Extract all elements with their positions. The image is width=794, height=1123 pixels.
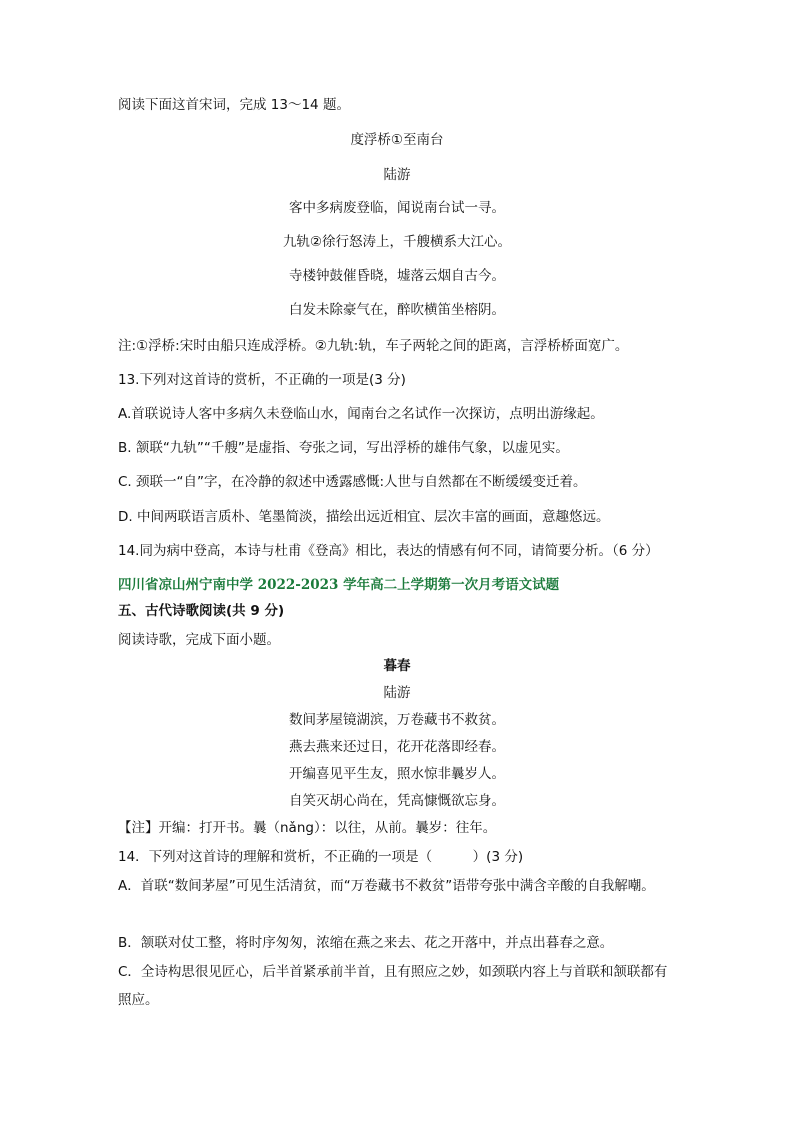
poem2-author: 陆游 bbox=[383, 685, 411, 701]
poem2-line-3: 开编喜见平生友，照水惊非曩岁人。 bbox=[289, 766, 505, 782]
question-14b: 14．下列对这首诗的理解和赏析，不正确的一项是（ ）(3 分) bbox=[118, 849, 524, 865]
q13-option-a: A.首联说诗人客中多病久未登临山水，闻南台之名试作一次探访，点明出游缘起。 bbox=[118, 406, 604, 422]
section-heading: 五、古代诗歌阅读(共 9 分) bbox=[118, 603, 285, 619]
q14b-option-a: A．首联“数间茅屋”可见生活清贫，而“万卷藏书不救贫”语带夸张中满含辛酸的自我解嘲。 bbox=[118, 878, 655, 894]
poem2-line-2: 燕去燕来还过日，花开花落即经春。 bbox=[289, 739, 505, 755]
q14b-option-c: C．全诗构思很见匠心，后半首紧承前半首，且有照应之妙，如颈联内容上与首联和颔联都有照应。 bbox=[118, 964, 668, 1008]
poem1-title: 度浮桥①至南台 bbox=[350, 132, 444, 148]
question-13: 13.下列对这首诗的赏析，不正确的一项是(3 分) bbox=[118, 372, 406, 388]
source-title: 四川省凉山州宁南中学 2022-2023 学年高二上学期第一次月考语文试题 bbox=[118, 577, 560, 593]
poem1-line-3: 寺楼钟鼓催昏晓，墟落云烟自古今。 bbox=[289, 268, 505, 284]
poem2-line-4: 自笑灭胡心尚在，凭高慷慨欲忘身。 bbox=[289, 793, 505, 809]
q13-option-c: C. 颈联一“自”字，在冷静的叙述中透露感慨:人世与自然都在不断缓缓变迁着。 bbox=[118, 474, 587, 490]
question-14: 14.同为病中登高，本诗与杜甫《登高》相比，表达的情感有何不同，请简要分析。（6 分） bbox=[118, 543, 659, 559]
poem2-title: 暮春 bbox=[383, 658, 411, 674]
poem1-line-2: 九轨②徐行怒涛上，千艘横系大江心。 bbox=[282, 234, 512, 250]
poem2-note: 【注】开编：打开书。曩（nǎng）：以往，从前。曩岁：往年。 bbox=[118, 820, 497, 836]
section1-intro: 阅读下面这首宋词，完成 13～14 题。 bbox=[118, 97, 350, 113]
q13-option-b: B. 颔联“九轨”“千艘”是虚指、夸张之词，写出浮桥的雄伟气象，以虚见实。 bbox=[118, 440, 569, 456]
poem2-line-1: 数间茅屋镜湖滨，万卷藏书不救贫。 bbox=[289, 712, 505, 728]
q13-option-d: D. 中间两联语言质朴、笔墨简淡，描绘出远近相宜、层次丰富的画面，意趣悠远。 bbox=[118, 509, 610, 525]
poem1-note: 注:①浮桥:宋时由船只连成浮桥。②九轨:轨，车子两轮之间的距离，言浮桥桥面宽广。 bbox=[118, 338, 629, 354]
poem1-line-4: 白发未除豪气在，醉吹横笛坐榕阴。 bbox=[289, 302, 505, 318]
poem1-line-1: 客中多病废登临，闻说南台试一寻。 bbox=[289, 200, 505, 216]
poem1-author: 陆游 bbox=[383, 167, 411, 183]
q14b-option-b: B．颔联对仗工整，将时序匆匆，浓缩在燕之来去、花之开落中，并点出暮春之意。 bbox=[118, 935, 614, 951]
section2-intro: 阅读诗歌，完成下面小题。 bbox=[118, 632, 280, 648]
